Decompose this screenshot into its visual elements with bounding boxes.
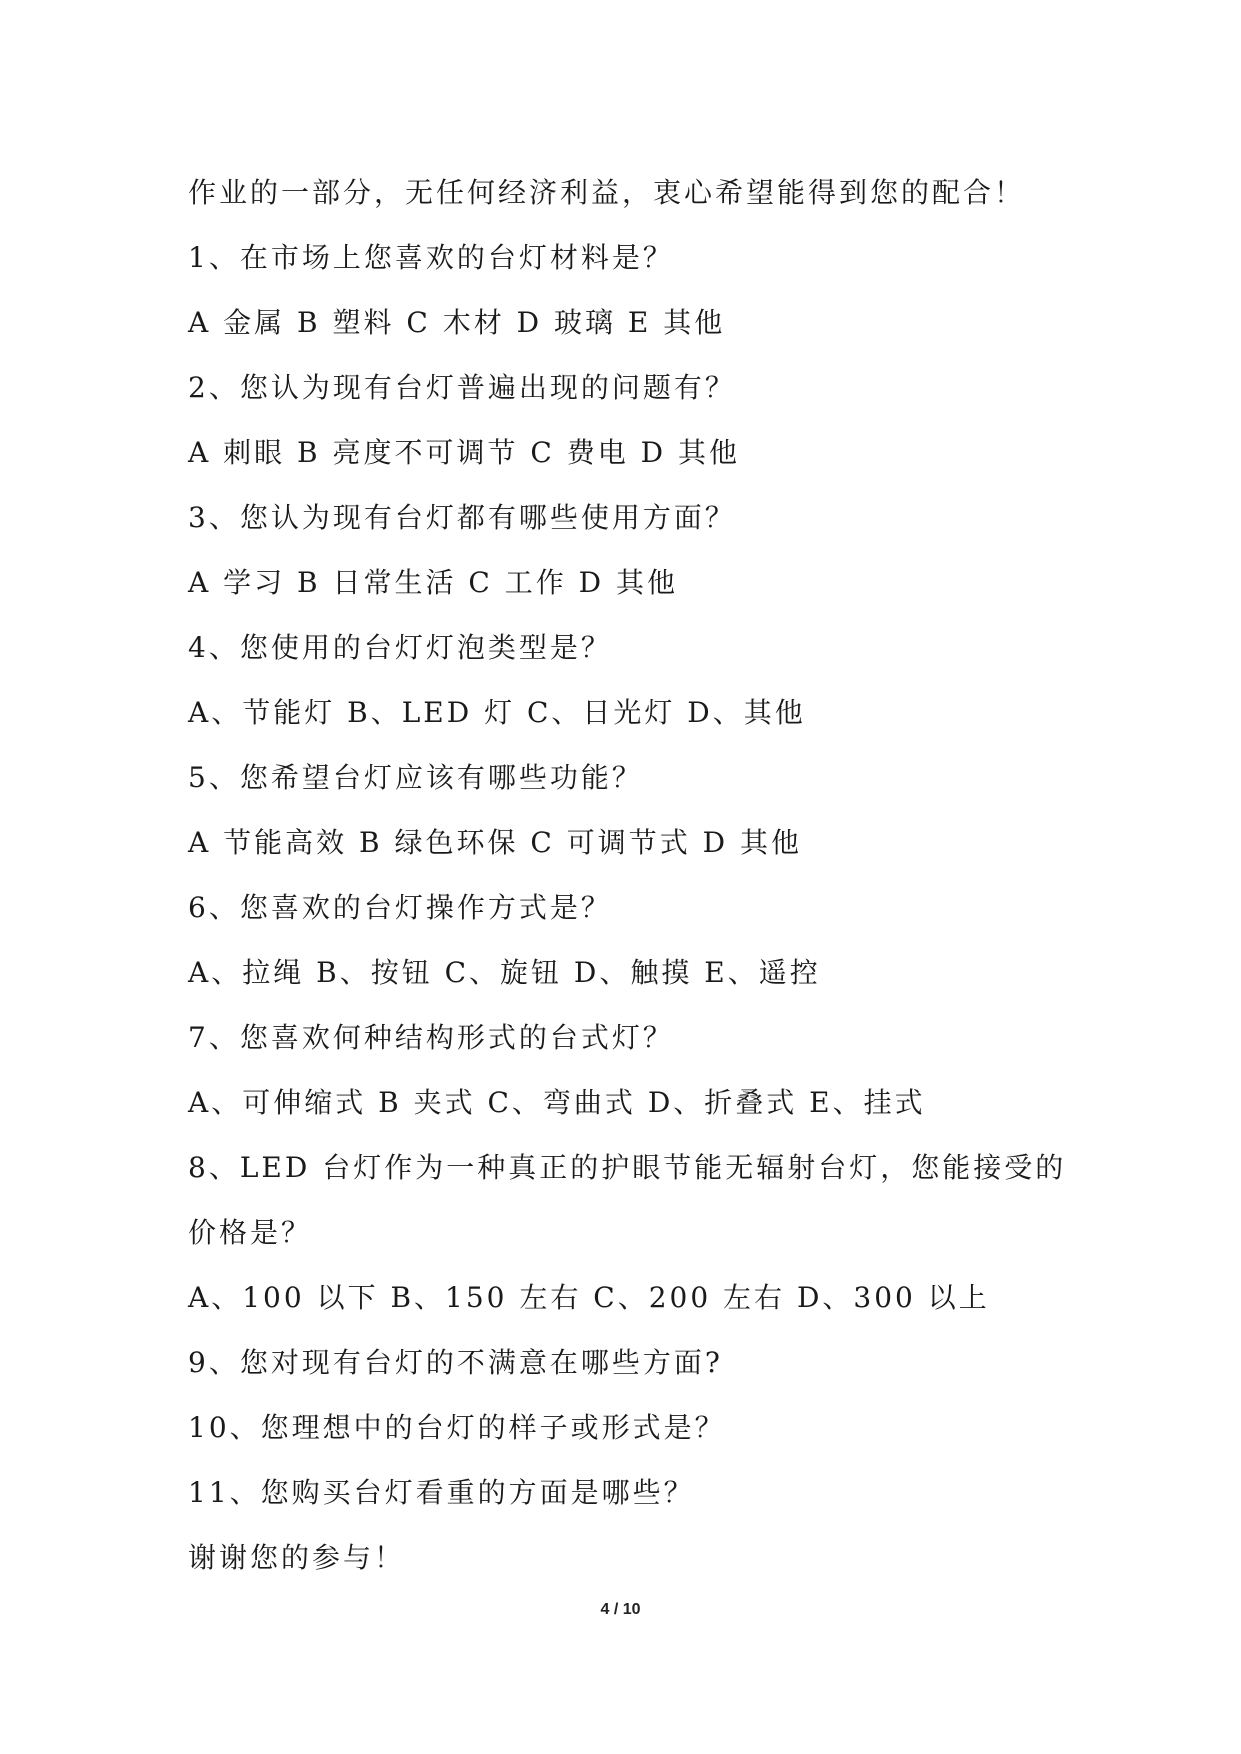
options-8: A、100 以下 B、150 左右 C、200 左右 D、300 以上 (188, 1281, 990, 1314)
question-5: 5、您希望台灯应该有哪些功能？ (188, 761, 643, 794)
question-9: 9、您对现有台灯的不满意在哪些方面? (188, 1346, 723, 1379)
question-4: 4、您使用的台灯灯泡类型是？ (188, 631, 612, 664)
page-number: 4 / 10 (600, 1601, 641, 1618)
question-8: 8、LED 台灯作为一种真正的护眼节能无辐射台灯，您能接受的 (188, 1151, 1067, 1184)
question-1: 1、在市场上您喜欢的台灯材料是？ (188, 241, 674, 274)
options-3: A 学习 B 日常生活 C 工作 D 其他 (188, 566, 678, 599)
options-2: A 刺眼 B 亮度不可调节 C 费电 D 其他 (188, 436, 740, 469)
options-4: A、节能灯 B、LED 灯 C、日光灯 D、其他 (188, 696, 806, 729)
document-body (188, 160, 1068, 1590)
question-2: 2、您认为现有台灯普遍出现的问题有？ (188, 371, 736, 404)
question-11: 11、您购买台灯看重的方面是哪些？ (188, 1476, 695, 1509)
options-5: A 节能高效 B 绿色环保 C 可调节式 D 其他 (188, 826, 802, 859)
question-6: 6、您喜欢的台灯操作方式是？ (188, 891, 612, 924)
question-10: 10、您理想中的台灯的样子或形式是？ (188, 1411, 726, 1444)
question-7: 7、您喜欢何种结构形式的台式灯？ (188, 1021, 674, 1054)
options-7: A、可伸缩式 B 夹式 C、弯曲式 D、折叠式 E、挂式 (188, 1086, 926, 1119)
closing-text: 谢谢您的参与！ (188, 1541, 406, 1574)
options-1: A 金属 B 塑料 C 木材 D 玻璃 E 其他 (188, 306, 726, 339)
question-8-continued: 价格是？ (188, 1216, 313, 1249)
options-6: A、拉绳 B、按钮 C、旋钮 D、触摸 E、遥控 (188, 956, 821, 989)
question-3: 3、您认为现有台灯都有哪些使用方面？ (188, 501, 736, 534)
intro-text: 作业的一部分，无任何经济利益，衷心希望能得到您的配合！ (188, 176, 1026, 209)
